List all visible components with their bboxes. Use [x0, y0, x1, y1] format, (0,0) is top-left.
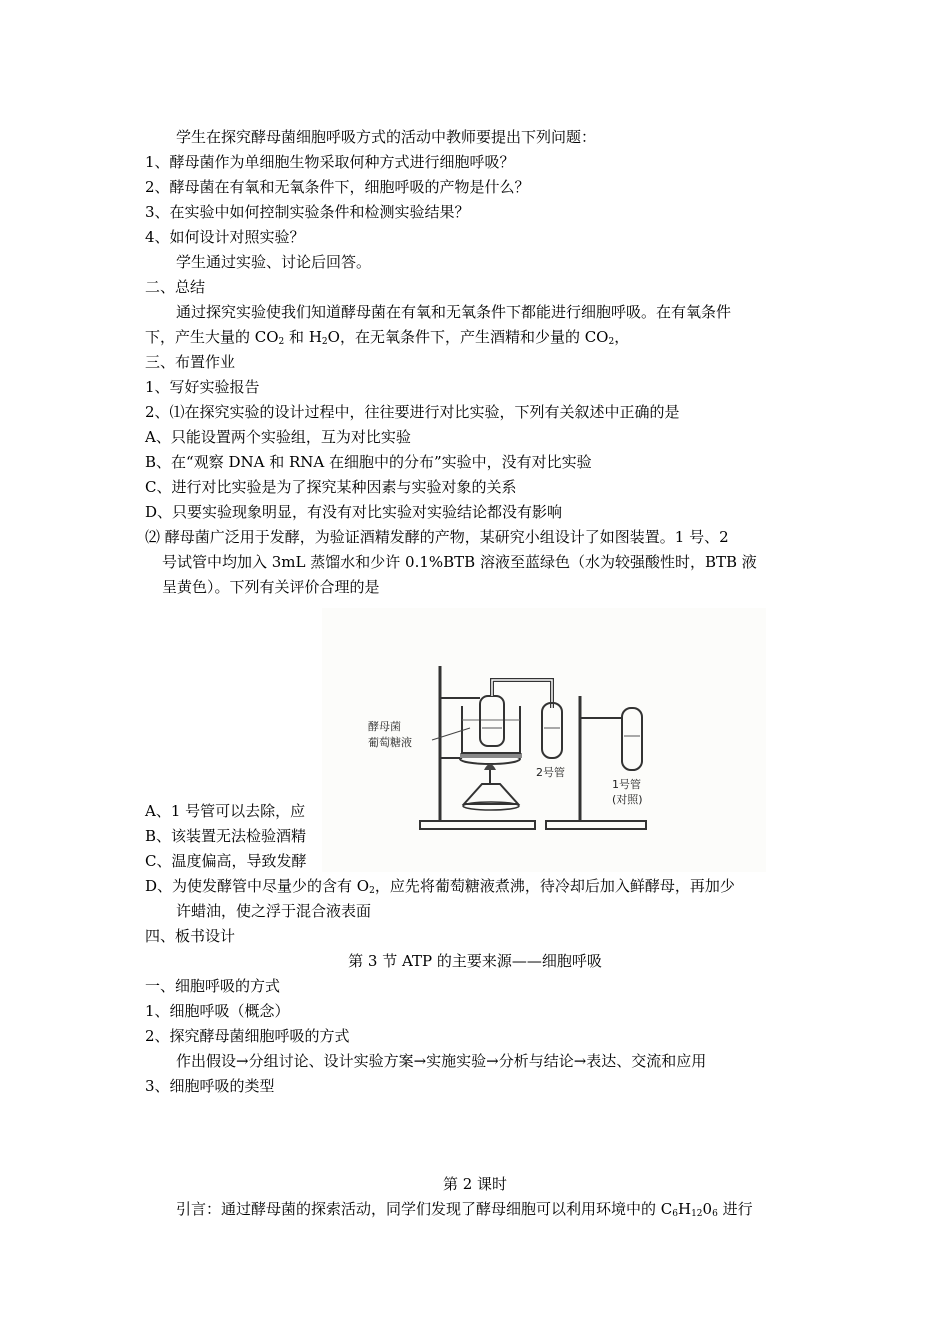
- board-title: 第 3 节 ATP 的主要来源——细胞呼吸: [348, 952, 602, 970]
- homework-question-2-line-2: 号试管中均加入 3mL 蒸馏水和少许 0.1%BTB 溶液至蓝绿色（水为较强酸性时，BTB 液: [162, 553, 757, 571]
- homework-question-2-line-1: ⑵ 酵母菌广泛用于发酵，为验证酒精发酵的产物，某研究小组设计了如图装置。1 号、2: [145, 528, 729, 546]
- summary-line-1: 通过探究实验使我们知道酵母菌在有氧和无氧条件下都能进行细胞呼吸。在有氧条件: [176, 303, 732, 321]
- question-4: 4、如何设计对照实验？: [145, 228, 305, 246]
- label-tube-2: 2号管: [536, 766, 565, 779]
- board-item-2: 2、探究酵母菌细胞呼吸的方式: [145, 1027, 350, 1045]
- intro-text: 学生在探究酵母菌细胞呼吸方式的活动中教师要提出下列问题：: [176, 128, 597, 146]
- apparatus-figure: [322, 608, 766, 872]
- board-item-1: 1、细胞呼吸（概念）: [145, 1002, 290, 1020]
- question-1: 1、酵母菌作为单细胞生物采取何种方式进行细胞呼吸？: [145, 153, 515, 171]
- apparatus-diagram: [322, 608, 766, 872]
- q2-option-d-continued: 许蜡油，使之浮于混合液表面: [176, 902, 372, 920]
- q1-option-d: D、只要实验现象明显，有没有对比实验对实验结论都没有影响: [145, 503, 563, 521]
- answer-note: 学生通过实验、讨论后回答。: [176, 253, 372, 271]
- lesson-2-intro: 引言：通过酵母菌的探索活动，同学们发现了酵母细胞可以利用环境中的 $C_6H_{12}0_6$ 进行: [176, 1200, 753, 1219]
- lesson-2-title: 第 2 课时: [442, 1175, 508, 1193]
- label-tube-1: 1号管: [612, 778, 641, 791]
- q2-option-d: D、为使发酵管中尽量少的含有 $O_2$，应先将葡萄糖液煮沸，待冷却后加入鲜酵母，再加少: [145, 877, 735, 896]
- board-flow: 作出假设→分组讨论、设计实验方案→实施实验→分析与结论→表达、交流和应用: [176, 1052, 707, 1070]
- homework-question-2-line-3: 呈黄色）。下列有关评价合理的是: [162, 578, 380, 596]
- summary-heading: 二、总结: [145, 278, 206, 296]
- question-2: 2、酵母菌在有氧和无氧条件下，细胞呼吸的产物是什么？: [145, 178, 530, 196]
- label-yeast: 酵母菌: [368, 720, 401, 733]
- summary-line-2: 下，产生大量的 $CO_2$ 和 $H_2O$，在无氧条件下，产生酒精和少量的 $CO_2$，: [145, 328, 630, 347]
- board-heading: 四、板书设计: [145, 927, 236, 945]
- homework-item-1: 1、写好实验报告: [145, 378, 260, 396]
- homework-question-1: 2、⑴在探究实验的设计过程中，往往要进行对比实验，下列有关叙述中正确的是: [145, 403, 680, 421]
- question-3: 3、在实验中如何控制实验条件和检测实验结果？: [145, 203, 470, 221]
- q2-option-b: B、该装置无法检验酒精: [145, 827, 307, 845]
- q1-option-b: B、在“观察 DNA 和 RNA 在细胞中的分布”实验中，没有对比实验: [145, 453, 592, 471]
- q1-option-a: A、只能设置两个实验组，互为对比实验: [145, 428, 411, 446]
- q2-option-c: C、温度偏高，导致发酵: [145, 852, 307, 870]
- board-item-3: 3、细胞呼吸的类型: [145, 1077, 275, 1095]
- q2-option-a: A、1 号管可以去除，应: [145, 802, 306, 820]
- board-section-1: 一、细胞呼吸的方式: [145, 977, 281, 995]
- q1-option-c: C、进行对比实验是为了探究某种因素与实验对象的关系: [145, 478, 517, 496]
- label-glucose: 葡萄糖液: [368, 736, 412, 749]
- homework-heading: 三、布置作业: [145, 353, 236, 371]
- label-control: (对照): [612, 793, 643, 806]
